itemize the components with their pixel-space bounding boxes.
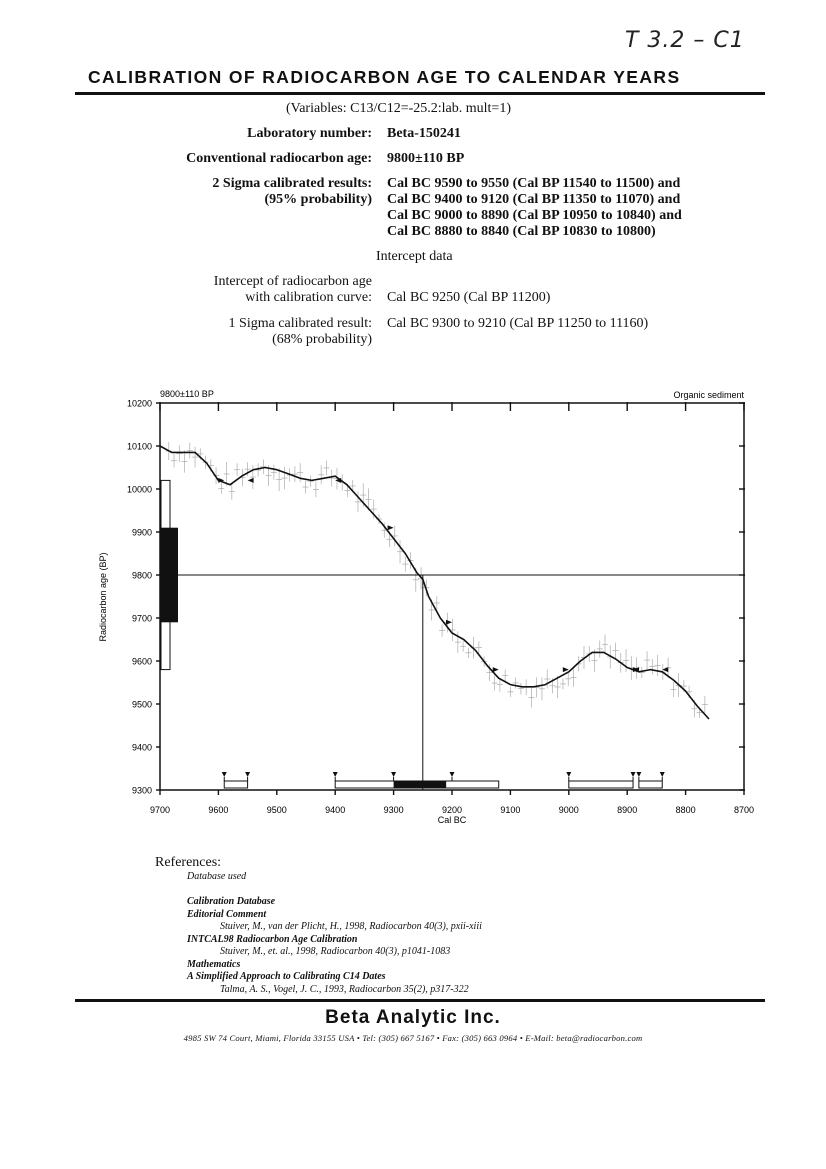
x-tick-label: 9700 xyxy=(149,805,171,815)
one-sigma-cal-range xyxy=(394,781,447,788)
lab-number-label: Laboratory number: xyxy=(247,126,372,141)
conv-age-label: Conventional radiocarbon age: xyxy=(186,151,372,166)
y-tick-label: 9600 xyxy=(131,656,152,667)
intercept-label-1: Intercept of radiocarbon age xyxy=(213,274,372,289)
range-marker xyxy=(631,772,636,777)
y-tick-label: 9900 xyxy=(131,527,152,538)
x-tick-label: 9000 xyxy=(558,805,579,815)
range-marker xyxy=(566,772,571,777)
two-sigma-label: 2 Sigma calibrated results: xyxy=(212,176,372,191)
reference-citation: Stuiver, M., van der Plicht, H., 1998, Radiocarbon 40(3), pxii-xiii xyxy=(220,921,482,932)
x-axis-label: Cal BC xyxy=(437,815,467,825)
curve-arrow-marker xyxy=(446,620,452,625)
range-marker xyxy=(636,772,641,777)
company-name: Beta Analytic Inc. xyxy=(325,1007,501,1028)
one-sigma-age-bar xyxy=(161,528,178,623)
one-sigma-prob: (68% probability) xyxy=(272,332,372,347)
one-sigma-value: Cal BC 9300 to 9210 (Cal BP 11250 to 11160) xyxy=(387,316,649,331)
reference-citation: Talma, A. S., Vogel, J. C., 1993, Radiocarbon 35(2), p317-322 xyxy=(220,983,469,995)
handwritten-note: T 3.2 – C1 xyxy=(625,28,745,53)
header-rule xyxy=(75,92,765,95)
references-database-used: Database used xyxy=(187,871,247,882)
y-tick-label: 9500 xyxy=(131,699,152,710)
range-marker xyxy=(391,772,396,777)
footer-rule xyxy=(75,999,765,1002)
two-sigma-prob: (95% probability) xyxy=(264,192,372,207)
two-sigma-range-4: Cal BC 8880 to 8840 (Cal BP 10830 to 10800) xyxy=(387,224,656,239)
x-tick-label: 9300 xyxy=(383,805,404,815)
curve-arrow-marker xyxy=(493,667,499,672)
range-marker xyxy=(222,772,227,777)
reference-heading: Mathematics xyxy=(187,958,241,970)
y-axis-label: Radiocarbon age (BP) xyxy=(98,552,108,642)
reference-heading: INTCAL98 Radiocarbon Age Calibration xyxy=(187,933,358,945)
intercept-label-2: with calibration curve: xyxy=(245,290,372,305)
two-sigma-range-1: Cal BC 9590 to 9550 (Cal BP 11540 to 11500) and xyxy=(387,176,681,191)
curve-arrow-marker xyxy=(248,478,254,483)
x-tick-label: 9400 xyxy=(325,805,346,815)
chart-title-left: 9800±110 BP xyxy=(160,389,214,399)
page-title: CALIBRATION OF RADIOCARBON AGE TO CALENDAR YEARS xyxy=(88,67,681,87)
chart-title-right: Organic sediment xyxy=(673,390,744,400)
two-sigma-range-2: Cal BC 9400 to 9120 (Cal BP 11350 to 11070) and xyxy=(387,192,681,207)
range-marker xyxy=(245,772,250,777)
intercept-value: Cal BC 9250 (Cal BP 11200) xyxy=(387,290,551,305)
y-tick-label: 9300 xyxy=(131,785,152,796)
intercept-heading: Intercept data xyxy=(376,249,453,264)
calibration-curve xyxy=(160,446,709,719)
x-tick-label: 8800 xyxy=(675,805,696,815)
x-tick-label: 8700 xyxy=(733,805,755,815)
x-tick-label: 9200 xyxy=(441,805,463,815)
x-tick-label: 9600 xyxy=(208,805,229,815)
y-tick-label: 10000 xyxy=(126,484,152,495)
two-sigma-range-3: Cal BC 9000 to 8890 (Cal BP 10950 to 10840) and xyxy=(387,208,682,223)
variables-line: (Variables: C13/C12=-25.2:lab. mult=1) xyxy=(286,101,511,116)
references-list xyxy=(187,896,482,996)
reference-heading: Calibration Database xyxy=(187,896,276,907)
y-tick-label: 9400 xyxy=(131,742,152,753)
two-sigma-cal-range xyxy=(224,781,247,788)
two-sigma-cal-range xyxy=(569,781,633,788)
y-tick-label: 10100 xyxy=(126,441,152,452)
y-tick-label: 9800 xyxy=(131,570,152,581)
reference-heading: Editorial Comment xyxy=(187,908,267,920)
x-tick-label: 8900 xyxy=(617,805,638,815)
y-tick-label: 9700 xyxy=(131,613,152,624)
curve-arrow-marker xyxy=(388,525,394,530)
reference-citation: Stuiver, M., et. al., 1998, Radiocarbon 40(3), p1041-1083 xyxy=(220,946,451,957)
range-marker xyxy=(660,772,665,777)
range-marker xyxy=(333,772,338,777)
lab-number-value: Beta-150241 xyxy=(387,126,461,141)
one-sigma-label: 1 Sigma calibrated result: xyxy=(228,316,372,331)
conv-age-value: 9800±110 BP xyxy=(387,151,465,166)
x-tick-label: 9100 xyxy=(500,805,521,815)
company-address: 4985 SW 74 Court, Miami, Florida 33155 USA • Tel: (305) 667 5167 • Fax: (305) 663 0964 • E-Mail: beta@radiocarbon.com xyxy=(183,1033,643,1043)
calibration-chart xyxy=(0,380,826,830)
references-heading: References: xyxy=(155,855,222,870)
curve-arrow-marker xyxy=(563,667,569,672)
reference-heading: A Simplified Approach to Calibrating C14 Dates xyxy=(187,971,386,982)
two-sigma-cal-range xyxy=(639,781,662,788)
plot-frame xyxy=(160,403,744,790)
range-marker xyxy=(450,772,455,777)
x-tick-label: 9500 xyxy=(266,805,287,815)
y-tick-label: 10200 xyxy=(126,398,152,409)
